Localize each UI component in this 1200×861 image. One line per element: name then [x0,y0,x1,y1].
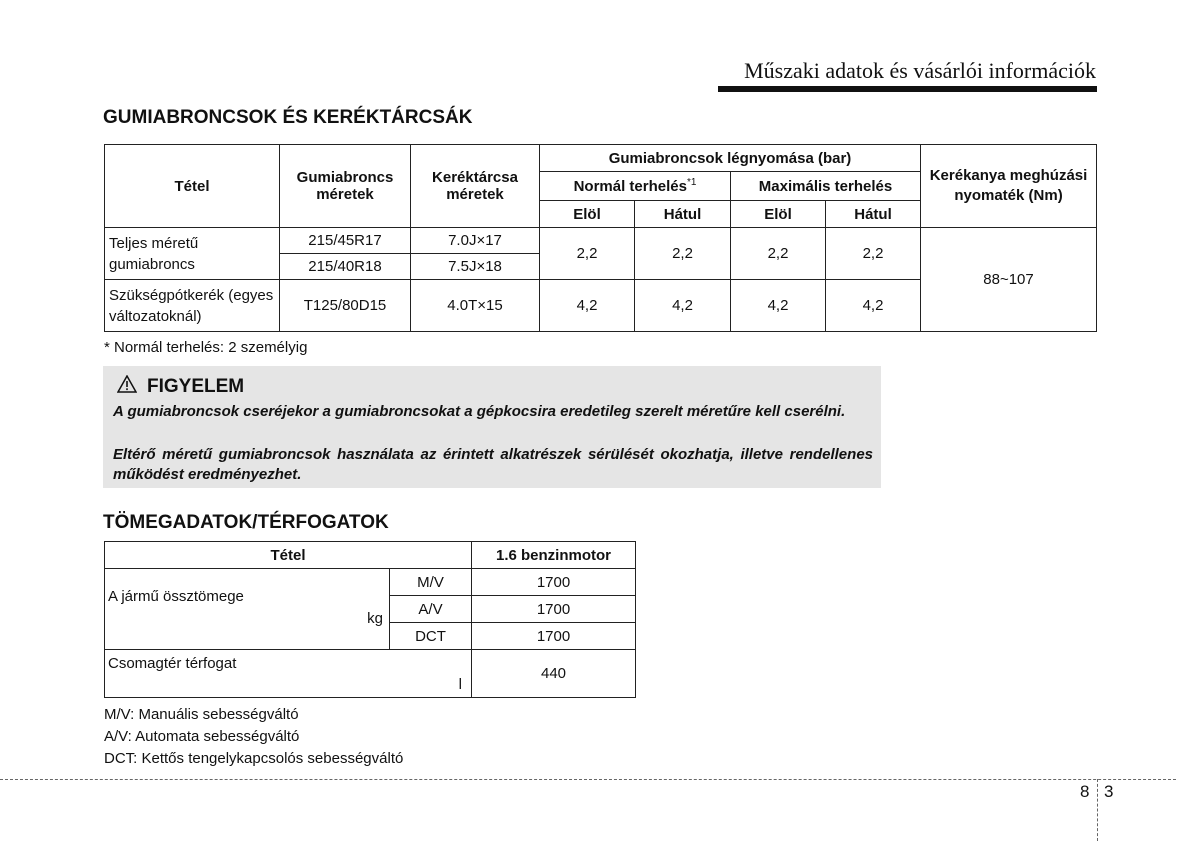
luggage-label: Csomagtér térfogat [108,655,237,672]
transmission-mv: M/V [390,569,472,596]
weights-header-item: Tétel [105,542,472,569]
spare-normal-rear: 4,2 [635,280,731,332]
luggage-value: 440 [472,650,636,698]
full-size-tire-1: 215/45R17 [280,228,411,254]
gross-weight-label: A jármű össztömege [108,588,244,605]
header-item: Tétel [105,145,280,228]
header-max-front: Elöl [731,201,826,228]
warning-paragraph-2: Eltérő méretű gumiabroncsok használata az érintett alkatrészek sérülését okozhatja, illetve rendellenes működést eredményezhet. [113,446,873,483]
header-torque: Kerékanya meghúzási nyomaték (Nm) [921,145,1097,228]
page-number: 3 [1104,782,1114,801]
header-wheel-size: Keréktárcsa méretek [411,145,540,228]
footnote-marker: *1 [686,177,697,188]
page-chapter: 8 [1080,782,1090,801]
transmission-dct: DCT [390,623,472,650]
header-normal-load: Normál terhelés$^{*1}$ [540,172,731,201]
full-size-tire-2: 215/40R18 [280,254,411,280]
gross-weight-unit: kg [367,610,383,627]
header-tire-size: Gumiabroncs méretek [280,145,411,228]
weight-av: 1700 [472,596,636,623]
note-dct: DCT: Kettős tengelykapcsolós sebességváltó [104,750,404,767]
header-rule [718,86,1097,92]
warning-header [117,375,244,398]
transmission-av: A/V [390,596,472,623]
full-size-normal-rear: 2,2 [635,228,731,280]
header-normal-front: Elöl [540,201,635,228]
header-normal-rear: Hátul [635,201,731,228]
spare-normal-front: 4,2 [540,280,635,332]
torque-value: 88~107 [921,228,1097,332]
weights-header-engine: 1.6 benzinmotor [472,542,636,569]
note-mv: M/V: Manuális sebességváltó [104,706,299,723]
spare-wheel: 4.0T×15 [411,280,540,332]
full-size-max-front: 2,2 [731,228,826,280]
weight-mv: 1700 [472,569,636,596]
tires-table [104,144,1097,332]
full-size-normal-front: 2,2 [540,228,635,280]
full-size-max-rear: 2,2 [826,228,921,280]
weight-dct: 1700 [472,623,636,650]
weights-section-title: TÖMEGADATOK/TÉRFOGATOK [103,512,389,533]
weights-table [104,541,636,698]
spare-max-front: 4,2 [731,280,826,332]
warning-box [103,366,881,488]
spare-tire: T125/80D15 [280,280,411,332]
warning-triangle-icon [117,375,137,398]
gross-weight-cell [105,569,390,650]
spare-label: Szükségpótkerék (egyes változatoknál) [105,280,280,332]
footer-dashed-divider [1097,779,1098,841]
full-size-label: Teljes méretű gumiabroncs [105,228,280,280]
tires-section-title: GUMIABRONCSOK ÉS KERÉKTÁRCSÁK [103,107,473,128]
header-pressure: Gumiabroncsok légnyomása (bar) [540,145,921,172]
full-size-wheel-1: 7.0J×17 [411,228,540,254]
footer-dashed-rule [0,779,1176,780]
header-max-load: Maximális terhelés [731,172,921,201]
note-av: A/V: Automata sebességváltó [104,728,300,745]
header-max-rear: Hátul [826,201,921,228]
page-header-title: Műszaki adatok és vásárlói információk [744,58,1096,83]
full-size-wheel-2: 7.5J×18 [411,254,540,280]
warning-title: FIGYELEM [147,375,245,397]
tires-footnote: * Normál terhelés: 2 személyig [104,339,308,356]
warning-paragraph-1: A gumiabroncsok cseréjekor a gumiabroncsokat a gépkocsira eredetileg szerelt méretűre kell cserélni. [113,403,846,420]
spare-max-rear: 4,2 [826,280,921,332]
luggage-cell [105,650,472,698]
luggage-unit: l [458,676,463,693]
